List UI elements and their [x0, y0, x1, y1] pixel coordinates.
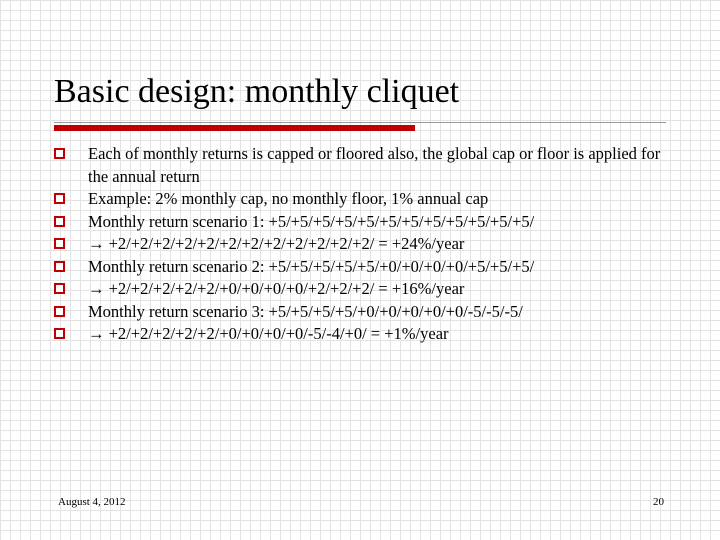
bullet-text: → +2/+2/+2/+2/+2/+2/+2/+2/+2/+2/+2/+2/ = +24%/year — [88, 234, 465, 253]
bullet-item — [54, 301, 674, 324]
hollow-square-bullet-icon — [54, 238, 65, 249]
bullet-item — [54, 278, 674, 301]
hollow-square-bullet-icon — [54, 193, 65, 204]
hollow-square-bullet-icon — [54, 216, 65, 227]
bullet-item — [54, 233, 674, 256]
bullet-text: Monthly return scenario 1: +5/+5/+5/+5/+5/+5/+5/+5/+5/+5/+5/+5/ — [88, 211, 535, 231]
bullet-item — [54, 256, 674, 279]
page-number: 20 — [653, 496, 664, 508]
bullet-item — [54, 323, 674, 346]
bullet-item — [54, 211, 674, 234]
hollow-square-bullet-icon — [54, 283, 65, 294]
slide-title: Basic design: monthly cliquet — [54, 73, 460, 110]
title-accent-bar — [54, 125, 415, 131]
bullet-text: Each of monthly returns is capped or floored also, the global cap or floor is applied for the annual return — [88, 144, 661, 186]
footer-date: August 4, 2012 — [58, 496, 126, 508]
bullet-item — [54, 188, 674, 211]
title-divider-line — [54, 122, 666, 123]
bullet-text: → +2/+2/+2/+2/+2/+0/+0/+0/+0/+2/+2/+2/ = +16%/year — [88, 279, 465, 298]
hollow-square-bullet-icon — [54, 261, 65, 272]
hollow-square-bullet-icon — [54, 328, 65, 339]
bullet-text: Monthly return scenario 2: +5/+5/+5/+5/+5/+0/+0/+0/+0/+5/+5/+5/ — [88, 256, 535, 276]
hollow-square-bullet-icon — [54, 148, 65, 159]
hollow-square-bullet-icon — [54, 306, 65, 317]
bullet-text: Monthly return scenario 3: +5/+5/+5/+5/+0/+0/+0/+0/+0/-5/-5/-5/ — [88, 301, 523, 321]
bullet-list — [54, 143, 674, 346]
bullet-text: Example: 2% monthly cap, no monthly floor, 1% annual cap — [88, 189, 489, 208]
bullet-text: → +2/+2/+2/+2/+2/+0/+0/+0/+0/-5/-4/+0/ = +1%/year — [88, 324, 449, 343]
bullet-item — [54, 143, 674, 188]
